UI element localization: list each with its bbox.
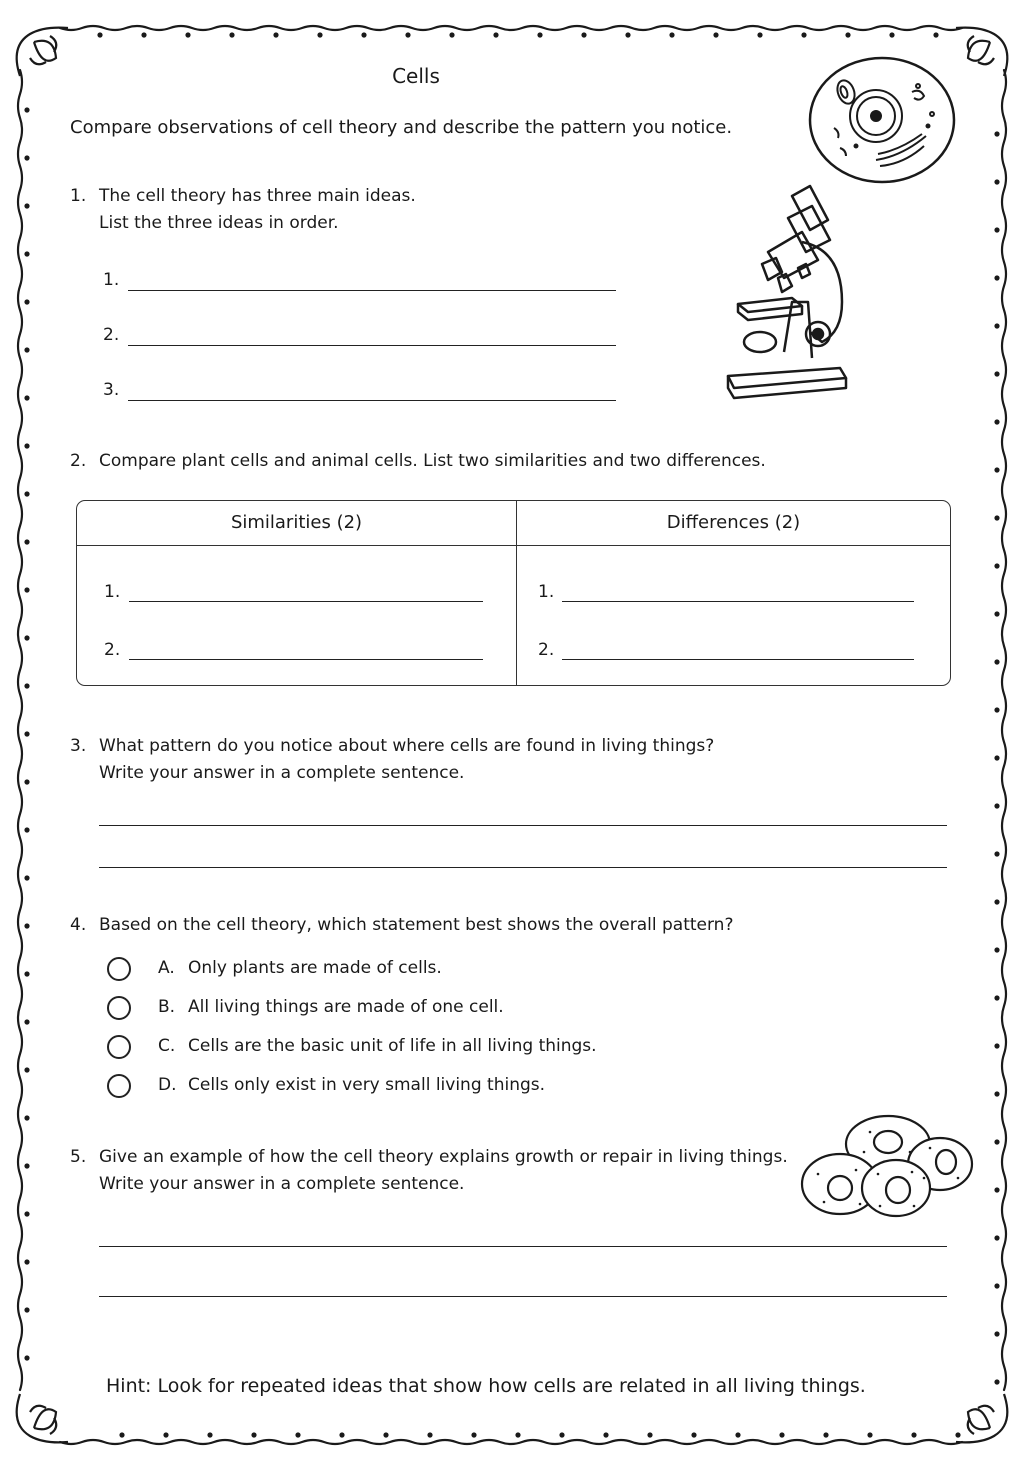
question-1-number: 1. (70, 186, 87, 206)
question-3-subtext: Write your answer in a complete sentence. (99, 763, 465, 783)
option-a-letter: A. (158, 958, 175, 978)
question-1 (70, 183, 416, 237)
question-3 (70, 733, 714, 787)
compare-table (76, 500, 951, 686)
question-5-text: Give an example of how the cell theory explains growth or repair in living things. (99, 1147, 788, 1167)
q5-answer-line-2[interactable] (99, 1296, 947, 1297)
option-d-text: Cells only exist in very small living things. (188, 1075, 546, 1095)
question-2-text: Compare plant cells and animal cells. List two similarities and two differences. (99, 451, 766, 471)
similarity-2-line[interactable] (129, 659, 483, 660)
option-a-text: Only plants are made of cells. (188, 958, 442, 978)
option-c (158, 1036, 597, 1056)
difference-1-line[interactable] (562, 601, 914, 602)
q1-answer-3-line[interactable] (128, 400, 616, 401)
table-header-divider (77, 545, 950, 546)
hint-text: Hint: Look for repeated ideas that show how cells are related in all living things. (106, 1375, 866, 1397)
question-4-number: 4. (70, 915, 87, 935)
q1-answer-1-label: 1. (103, 270, 120, 290)
similarity-2-label: 2. (104, 640, 121, 660)
question-5-subtext: Write your answer in a complete sentence. (99, 1174, 465, 1194)
option-b-text: All living things are made of one cell. (188, 997, 504, 1017)
option-c-radio[interactable] (107, 1035, 131, 1059)
question-4 (70, 912, 733, 939)
option-b (158, 997, 504, 1017)
instructions: Compare observations of cell theory and describe the pattern you notice. (70, 117, 733, 138)
question-1-text: The cell theory has three main ideas. (99, 186, 416, 206)
similarities-header: Similarities (2) (230, 512, 363, 533)
option-d-radio[interactable] (107, 1074, 131, 1098)
option-d (158, 1075, 545, 1095)
microscope-icon (722, 182, 854, 408)
q1-answer-2-label: 2. (103, 325, 120, 345)
question-1-subtext: List the three ideas in order. (99, 213, 339, 233)
q1-answer-3-label: 3. (103, 380, 120, 400)
animal-cell-icon (806, 54, 958, 188)
question-4-text: Based on the cell theory, which statement best shows the overall pattern? (99, 915, 734, 935)
question-3-number: 3. (70, 736, 87, 756)
q3-answer-line-1[interactable] (99, 825, 947, 826)
difference-1-label: 1. (538, 582, 555, 602)
q5-answer-line-1[interactable] (99, 1246, 947, 1247)
option-c-letter: C. (158, 1036, 176, 1056)
worksheet-title: Cells (392, 64, 440, 88)
q3-answer-line-2[interactable] (99, 867, 947, 868)
option-a (158, 958, 442, 978)
option-c-text: Cells are the basic unit of life in all living things. (188, 1036, 597, 1056)
question-3-text: What pattern do you notice about where cells are found in living things? (99, 736, 715, 756)
q1-answer-2-line[interactable] (128, 345, 616, 346)
option-b-radio[interactable] (107, 996, 131, 1020)
question-5 (70, 1144, 788, 1198)
question-5-number: 5. (70, 1147, 87, 1167)
differences-header: Differences (2) (666, 512, 801, 533)
similarity-1-label: 1. (104, 582, 121, 602)
q1-answer-1-line[interactable] (128, 290, 616, 291)
option-b-letter: B. (158, 997, 176, 1017)
question-2 (70, 448, 766, 475)
cell-cluster-icon (800, 1108, 976, 1220)
difference-2-line[interactable] (562, 659, 914, 660)
question-2-number: 2. (70, 451, 87, 471)
difference-2-label: 2. (538, 640, 555, 660)
option-a-radio[interactable] (107, 957, 131, 981)
option-d-letter: D. (158, 1075, 177, 1095)
similarity-1-line[interactable] (129, 601, 483, 602)
